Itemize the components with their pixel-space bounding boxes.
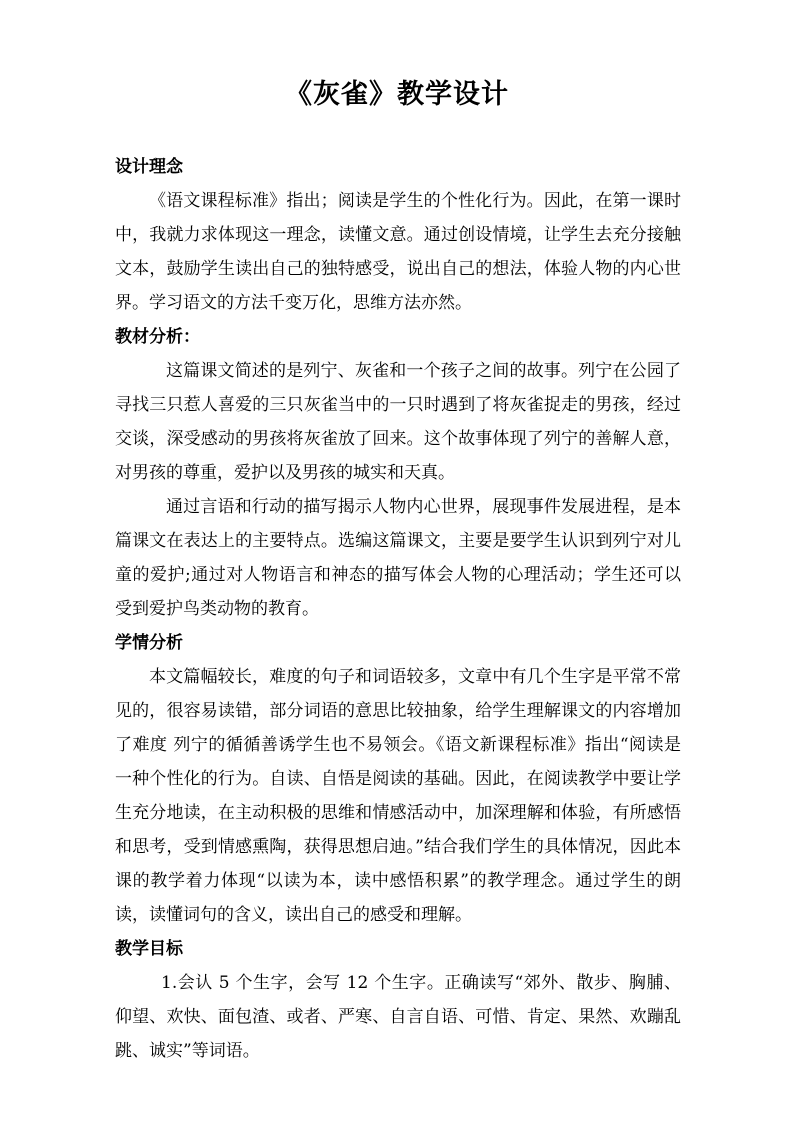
section-heading-design-concept: 设计理念	[115, 157, 183, 177]
document-title: 《灰雀》教学设计	[285, 79, 509, 110]
section-heading-student-analysis: 学情分析	[115, 633, 183, 653]
document-body	[115, 150, 681, 1068]
paragraph-teaching-goal-1: 1.会认 5 个生字，会写 12 个生字。正确读写“郊外、散步、胸脯、仰望、欢快、面包渣、或者、严寒、自言自语、可惜、肯定、果然、欢蹦乱跳、诚实”等词语。	[115, 973, 681, 1061]
paragraph-material-analysis-1: 这篇课文简述的是列宁、灰雀和一个孩子之间的故事。列宁在公园了寻找三只惹人喜爱的三只灰雀当中的一只时遇到了将灰雀捉走的男孩，经过交谈，深受感动的男孩将灰雀放了回来。这个故事体现了列宁的善解人意，对男孩的尊重，爱护以及男孩的城实和天真。	[115, 361, 681, 483]
paragraph-design-concept: 《语文课程标准》指出；阅读是学生的个性化行为。因此，在第一课时中，我就力求体现这一理念，读懂文意。通过创设情境，让学生去充分接触文本，鼓励学生读出自己的独特感受，说出自己的想法，体验人物的内心世界。学习语文的方法千变万化，思维方法亦然。	[115, 191, 681, 313]
section-heading-material-analysis: 教材分析：	[115, 327, 200, 347]
paragraph-student-analysis: 本文篇幅较长，难度的句子和词语较多，文章中有几个生字是平常不常见的，很容易读错，部分词语的意思比较抽象，给学生理解课文的内容增加了难度 列宁的循循善诱学生也不易领会。《语文新课程标准》指出“阅读是一种个性化的行为。自读、自悟是阅读的基础。因此，在阅读教学中要让学生充分地读，在主动积极的思维和情感活动中，加深理解和体验，有所感悟和思考，受到情感熏陶，获得思想启迪。”结合我们学生的具体情况，因此本课的教学着力体现“以读为本，读中感悟积累”的教学理念。通过学生的朗读，读懂词句的含义，读出自己的感受和理解。	[115, 667, 681, 925]
section-heading-teaching-goals: 教学目标	[115, 939, 183, 959]
paragraph-material-analysis-2: 通过言语和行动的描写揭示人物内心世界，展现事件发展进程，是本篇课文在表达上的主要特点。选编这篇课文，主要是要学生认识到列宁对儿童的爱护;通过对人物语言和神态的描写体会人物的心理活动；学生还可以受到爱护鸟类动物的教育。	[115, 497, 681, 619]
